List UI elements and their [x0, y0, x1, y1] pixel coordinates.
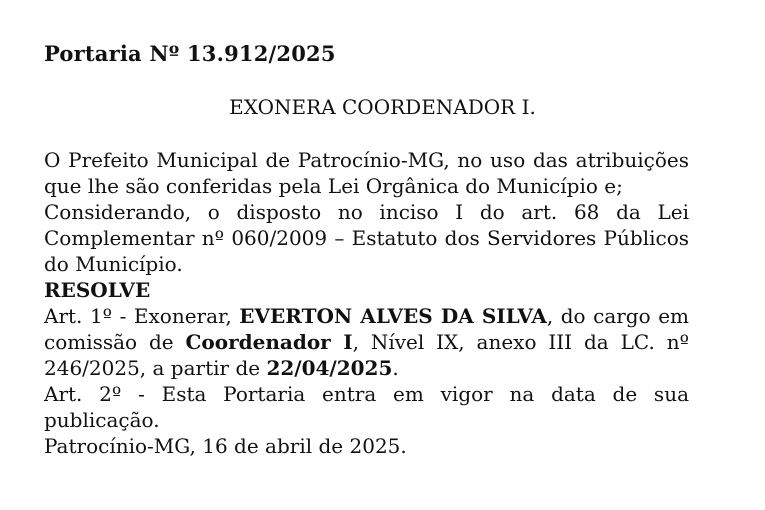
document-subtitle: EXONERA COORDENADOR I. — [229, 95, 536, 119]
article-1 — [44, 303, 689, 381]
intro-paragraph: O Prefeito Municipal de Patrocínio-MG, no uso das atribuições que lhe são conferidas pela Lei Orgânica do Município e; — [44, 148, 689, 198]
employee-name: EVERTON ALVES DA SILVA — [239, 304, 547, 328]
resolve-heading — [44, 277, 689, 303]
resolve-label: RESOLVE — [44, 278, 151, 302]
document-title: Portaria Nº 13.912/2025 — [44, 41, 336, 66]
effective-date: 22/04/2025 — [266, 356, 393, 380]
article-1-mid2: , Nível IX, anexo III da LC. nº 246/2025, a partir de — [44, 330, 689, 380]
article-1-prefix: Art. 1º - Exonerar, — [44, 304, 240, 328]
article-1-mid1: , do cargo em comissão de — [44, 304, 689, 354]
closing-line: Patrocínio-MG, 16 de abril de 2025. — [44, 434, 407, 458]
article-1-suffix: . — [392, 356, 399, 380]
document-body — [44, 147, 689, 459]
article-2: Art. 2º - Esta Portaria entra em vigor na data de sua publicação. — [44, 382, 689, 432]
considering-paragraph: Considerando, o disposto no inciso I do art. 68 da Lei Complementar nº 060/2009 – Estatuto dos Servidores Públicos do Município. — [44, 200, 689, 276]
position-name: Coordenador I — [185, 330, 353, 354]
